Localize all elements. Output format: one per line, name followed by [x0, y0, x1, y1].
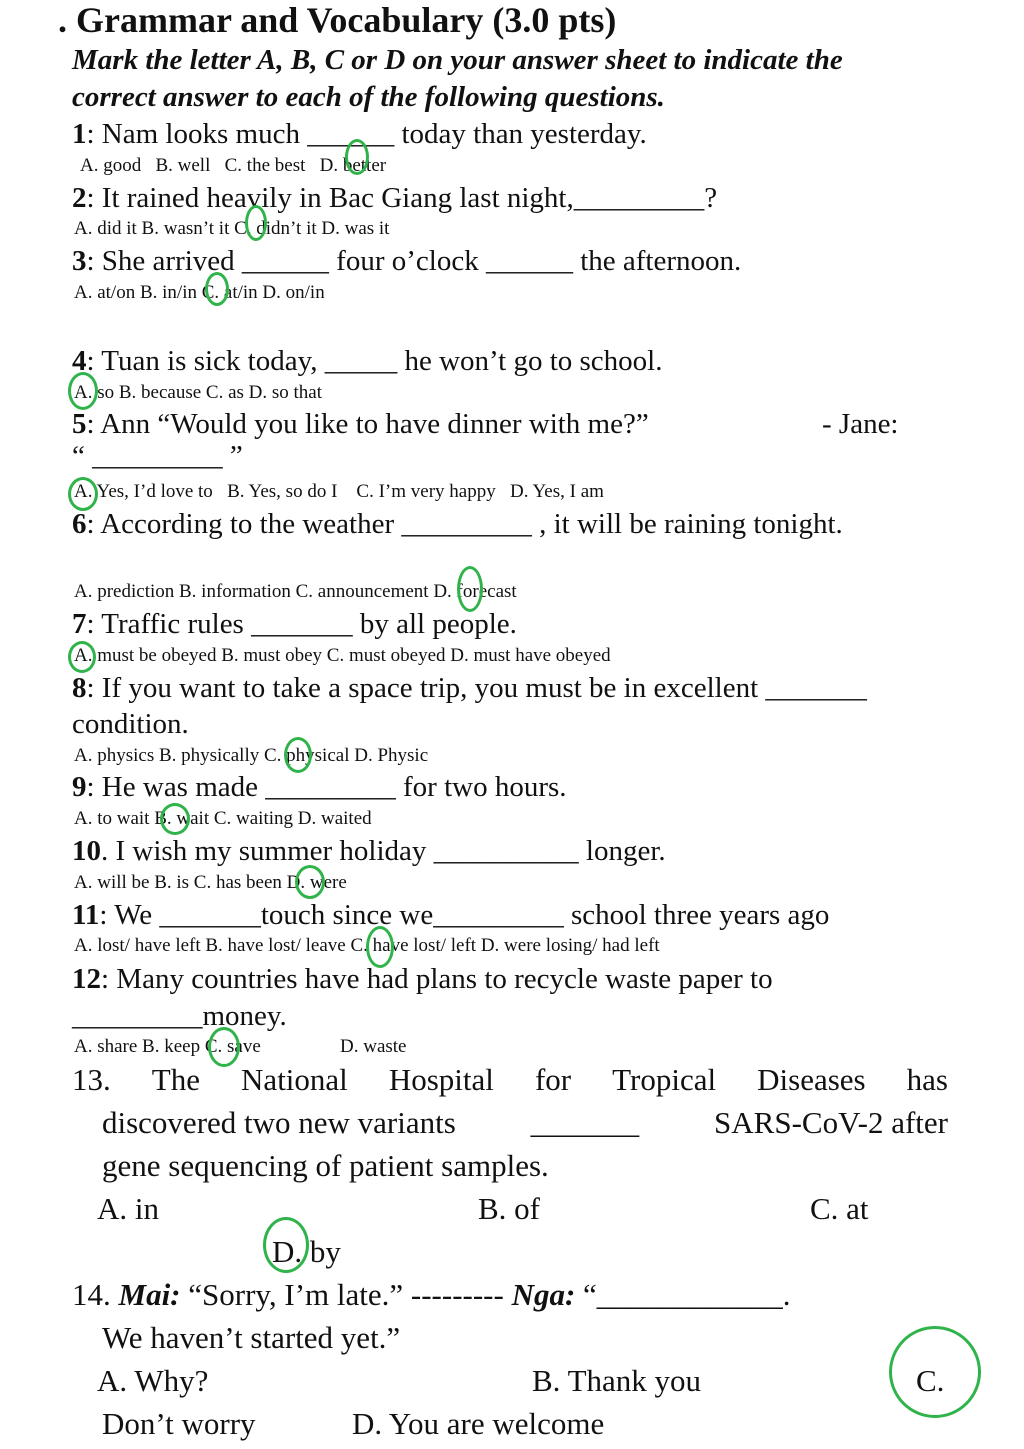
- instruction-line-2: correct answer to each of the following questions.: [72, 81, 665, 113]
- question-14-option-d[interactable]: D. You are welcome: [352, 1406, 605, 1441]
- question-13-option-c[interactable]: C. at: [810, 1191, 869, 1226]
- question-13-option-d[interactable]: D. by: [272, 1234, 341, 1269]
- question-11: 11: We _______touch since we_________ school three years ago: [72, 899, 830, 931]
- question-8-line-2: condition.: [72, 708, 189, 740]
- answer-circle-q9: [160, 803, 190, 835]
- question-2: 2: It rained heavily in Bac Giang last night,_________?: [72, 182, 718, 214]
- option-d[interactable]: D. Yes, I am: [509, 481, 604, 502]
- option-a[interactable]: A. good: [80, 155, 142, 176]
- answer-circle-q5: [68, 477, 98, 511]
- answer-circle-q2: [245, 205, 267, 241]
- question-14-option-a[interactable]: A. Why?: [97, 1363, 209, 1398]
- question-1: 1: Nam looks much ______ today than yesterday.: [72, 118, 647, 150]
- question-7-options[interactable]: A. must be obeyed B. must obey C. must obeyed D. must have obeyed: [74, 645, 611, 666]
- question-4: 4: Tuan is sick today, _____ he won’t go to school.: [72, 345, 663, 377]
- question-14-option-c-text[interactable]: Don’t worry: [102, 1406, 256, 1441]
- question-12-option-d[interactable]: D. waste: [340, 1036, 407, 1057]
- answer-circle-q6: [457, 566, 483, 612]
- question-13-line-3: gene sequencing of patient samples.: [102, 1148, 549, 1183]
- question-11-options[interactable]: A. lost/ have left B. have lost/ leave C. have lost/ left D. were losing/ had left: [74, 935, 660, 956]
- question-1-options: [80, 156, 386, 175]
- question-10: 10. I wish my summer holiday __________ longer.: [72, 835, 666, 867]
- question-7: 7: Traffic rules _______ by all people.: [72, 608, 517, 640]
- answer-circle-q8: [284, 737, 312, 773]
- option-c[interactable]: C. I’m very happy: [356, 481, 496, 502]
- question-5-speaker: - Jane:: [822, 408, 899, 440]
- question-5: 5: Ann “Would you like to have dinner with me?”: [72, 408, 649, 440]
- option-b[interactable]: B. Yes, so do I: [227, 481, 338, 502]
- question-3-options[interactable]: A. at/on B. in/in C. at/in D. on/in: [74, 282, 325, 303]
- question-4-options[interactable]: A. so B. because C. as D. so that: [74, 382, 323, 403]
- question-14-option-b[interactable]: B. Thank you: [532, 1363, 702, 1398]
- instruction-line-1: Mark the letter A, B, C or D on your answer sheet to indicate the: [72, 44, 843, 76]
- answer-circle-q3: [205, 272, 229, 306]
- question-14-line-2: We haven’t started yet.”: [102, 1320, 401, 1355]
- question-10-options[interactable]: A. will be B. is C. has been D. were: [74, 872, 347, 893]
- answer-circle-q1: [345, 139, 369, 175]
- question-14: 14. Mai: “Sorry, I’m late.” --------- Nga: “____________.: [72, 1277, 791, 1312]
- section-title: . Grammar and Vocabulary (3.0 pts): [58, 0, 617, 40]
- option-c[interactable]: C. the best: [224, 155, 306, 176]
- question-8-options[interactable]: A. physics B. physically C. physical D. Physic: [74, 745, 429, 766]
- question-5-options: [74, 482, 604, 501]
- question-12-line-2: _________money.: [72, 1000, 287, 1032]
- option-a[interactable]: A. Yes, I’d love to: [74, 481, 213, 502]
- answer-circle-q4: [68, 372, 98, 410]
- question-9-options[interactable]: A. to wait B. wait C. waiting D. waited: [74, 808, 372, 829]
- option-d[interactable]: D. better: [319, 155, 387, 176]
- question-13-option-a[interactable]: A. in: [97, 1191, 159, 1226]
- question-5-quote: “ _________ ”: [72, 440, 243, 472]
- option-b[interactable]: B. well: [155, 155, 211, 176]
- question-13-line-1: 13. The National Hospital for Tropical Diseases has: [72, 1062, 948, 1097]
- question-2-options[interactable]: A. did it B. wasn’t it C. didn’t it D. was it: [74, 218, 390, 239]
- question-3: 3: She arrived ______ four o’clock ______ the afternoon.: [72, 245, 742, 277]
- answer-circle-q10: [295, 865, 325, 899]
- question-8: 8: If you want to take a space trip, you must be in excellent _______: [72, 672, 867, 704]
- question-13-option-b[interactable]: B. of: [478, 1191, 540, 1226]
- question-12: 12: Many countries have had plans to recycle waste paper to: [72, 963, 773, 995]
- answer-circle-q14: [889, 1326, 981, 1418]
- answer-circle-q7: [68, 641, 96, 673]
- answer-circle-q12: [208, 1027, 240, 1067]
- question-6: 6: According to the weather _________ , it will be raining tonight.: [72, 508, 843, 540]
- question-13-line-2: discovered two new variants _______ SARS-CoV-2 after: [102, 1105, 948, 1140]
- question-12-options-abc[interactable]: A. share B. keep C. save: [74, 1036, 261, 1057]
- question-14-option-c[interactable]: C.: [916, 1363, 945, 1398]
- answer-circle-q11: [366, 926, 394, 968]
- answer-circle-q13: [263, 1217, 309, 1273]
- question-9: 9: He was made _________ for two hours.: [72, 771, 567, 803]
- question-6-options[interactable]: A. prediction B. information C. announcement D. forecast: [74, 581, 517, 602]
